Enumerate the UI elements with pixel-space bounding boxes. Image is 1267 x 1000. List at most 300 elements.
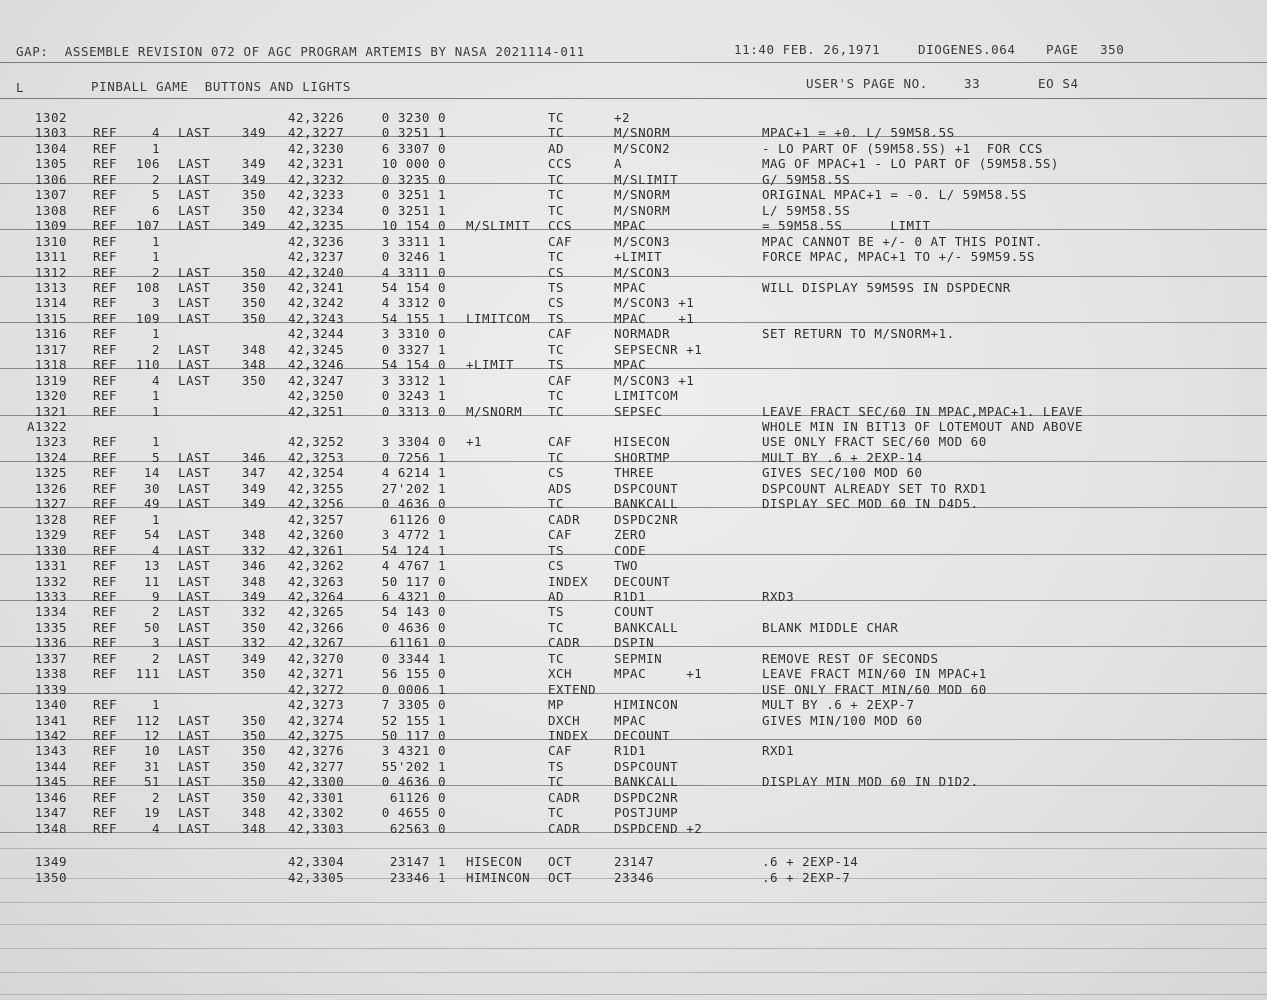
ref-keyword: REF: [93, 573, 118, 589]
listing-row: [0, 125, 1267, 140]
comment: L/ 59M58.5S: [762, 202, 851, 218]
address: 42,3244: [288, 326, 345, 342]
ref-count: 11: [143, 573, 160, 589]
line-number: 1338: [34, 666, 67, 682]
ref-keyword: REF: [93, 465, 118, 481]
listing-row: [0, 450, 1267, 465]
machine-word: 0 3235 0: [381, 171, 446, 187]
listing-row: [0, 604, 1267, 619]
ref-count: 3: [151, 295, 160, 311]
listing-row: [0, 311, 1267, 326]
operand: SHORTMP: [614, 449, 671, 465]
machine-word: 4 3312 0: [381, 295, 446, 311]
comment: WHOLE MIN IN BIT13 OF LOTEMOUT AND ABOVE: [762, 419, 1084, 434]
ref-count: 112: [135, 712, 160, 728]
ref-count: 51: [143, 774, 160, 790]
address: 42,3305: [288, 869, 345, 885]
ref-keyword: REF: [93, 758, 118, 774]
address: 42,3245: [288, 341, 345, 357]
operand: R1D1: [614, 588, 647, 604]
operand: BANKCALL: [614, 619, 679, 635]
last-keyword: LAST: [178, 650, 211, 666]
last-keyword: LAST: [178, 805, 211, 821]
ref-keyword: REF: [93, 156, 118, 172]
last-line: 350: [241, 295, 266, 311]
symbol-label: +1: [466, 434, 483, 450]
address: 42,3255: [288, 480, 345, 496]
last-line: 349: [241, 650, 266, 666]
line-number: 1336: [34, 635, 67, 651]
opcode: TS: [548, 542, 565, 558]
machine-word: 0 3344 1: [381, 650, 446, 666]
users-page-number: 33: [964, 76, 981, 91]
last-keyword: LAST: [178, 264, 211, 280]
machine-word: 54 154 0: [381, 357, 446, 373]
last-line: 348: [241, 573, 266, 589]
line-number: 1326: [34, 480, 67, 496]
ref-keyword: REF: [93, 820, 118, 836]
operand: THREE: [614, 465, 655, 481]
listing-row: [0, 743, 1267, 758]
address: 42,3234: [288, 202, 345, 218]
ref-keyword: REF: [93, 372, 118, 388]
ref-count: 2: [151, 604, 160, 620]
last-line: 349: [241, 588, 266, 604]
operand: 23346: [614, 869, 655, 885]
ref-count: 19: [143, 805, 160, 821]
operand: MPAC: [614, 357, 647, 373]
address: 42,3235: [288, 218, 345, 234]
comment: FORCE MPAC, MPAC+1 TO +/- 59M59.5S: [762, 249, 1035, 265]
last-keyword: LAST: [178, 527, 211, 543]
listing-row: [0, 543, 1267, 558]
opcode: TC: [548, 187, 565, 203]
listing-row: [0, 357, 1267, 372]
ref-count: 1: [151, 388, 160, 404]
last-keyword: LAST: [178, 156, 211, 172]
line-number: 1307: [34, 187, 67, 203]
address: 42,3256: [288, 496, 345, 512]
line-number: 1339: [34, 681, 67, 697]
operand: DECOUNT: [614, 728, 671, 743]
line-number: 1349: [34, 854, 67, 870]
ref-keyword: REF: [93, 449, 118, 465]
ref-keyword: REF: [93, 279, 118, 295]
comment: USE ONLY FRACT MIN/60 MOD 60: [762, 681, 987, 697]
ref-count: 109: [135, 310, 160, 326]
symbol-label: +LIMIT: [466, 357, 515, 373]
line-number: 1315: [34, 310, 67, 326]
last-line: 348: [241, 820, 266, 836]
ref-count: 54: [143, 527, 160, 543]
ref-keyword: REF: [93, 202, 118, 218]
last-keyword: LAST: [178, 372, 211, 388]
listing-row: [0, 172, 1267, 187]
line-number: 1311: [34, 249, 67, 265]
ref-keyword: REF: [93, 310, 118, 326]
address: 42,3250: [288, 388, 345, 404]
machine-word: 0 4636 0: [381, 496, 446, 512]
page-number: 350: [1100, 42, 1125, 57]
ref-keyword: REF: [93, 697, 118, 713]
last-line: 349: [241, 496, 266, 512]
last-keyword: LAST: [178, 171, 211, 187]
line-number: 1346: [34, 789, 67, 805]
address: 42,3266: [288, 619, 345, 635]
address: 42,3240: [288, 264, 345, 280]
last-keyword: LAST: [178, 635, 211, 651]
address: 42,3274: [288, 712, 345, 728]
comment: GIVES MIN/100 MOD 60: [762, 712, 923, 728]
listing-row: [0, 666, 1267, 681]
line-number: 1323: [34, 434, 67, 450]
line-number: 1344: [34, 758, 67, 774]
address: 42,3265: [288, 604, 345, 620]
ref-count: 4: [151, 125, 160, 141]
listing-row: [0, 373, 1267, 388]
ref-keyword: REF: [93, 233, 118, 249]
ref-keyword: REF: [93, 604, 118, 620]
address: 42,3277: [288, 758, 345, 774]
operand: ZERO: [614, 527, 647, 543]
line-number: 1305: [34, 156, 67, 172]
ruled-line: [0, 924, 1267, 925]
last-line: 332: [241, 604, 266, 620]
last-line: 349: [241, 480, 266, 496]
ref-keyword: REF: [93, 295, 118, 311]
address: 42,3237: [288, 249, 345, 265]
line-number: 1314: [34, 295, 67, 311]
operand: TWO: [614, 558, 639, 574]
ref-count: 2: [151, 341, 160, 357]
ref-keyword: REF: [93, 140, 118, 156]
last-line: 350: [241, 728, 266, 743]
machine-word: 0 0006 1: [381, 681, 446, 697]
last-line: 349: [241, 218, 266, 234]
last-keyword: LAST: [178, 542, 211, 558]
address: 42,3302: [288, 805, 345, 821]
operand: M/SLIMIT: [614, 171, 679, 187]
last-keyword: LAST: [178, 480, 211, 496]
last-keyword: LAST: [178, 341, 211, 357]
operand: CODE: [614, 542, 647, 558]
listing-row: [0, 295, 1267, 310]
line-number: 1324: [34, 449, 67, 465]
last-line: 350: [241, 712, 266, 728]
address: 42,3260: [288, 527, 345, 543]
ref-count: 49: [143, 496, 160, 512]
address: 42,3247: [288, 372, 345, 388]
listing-row: [0, 854, 1267, 869]
opcode: CAF: [548, 372, 573, 388]
last-keyword: LAST: [178, 187, 211, 203]
comment: - LO PART OF (59M58.5S) +1 FOR CCS: [762, 140, 1043, 156]
opcode: TC: [548, 249, 565, 265]
last-line: 348: [241, 527, 266, 543]
ref-count: 1: [151, 233, 160, 249]
comment: SET RETURN TO M/SNORM+1.: [762, 326, 955, 342]
last-keyword: LAST: [178, 202, 211, 218]
ref-keyword: REF: [93, 171, 118, 187]
operand: DSPDC2NR: [614, 789, 679, 805]
ref-keyword: REF: [93, 403, 118, 419]
machine-name: DIOGENES.064: [918, 42, 1016, 57]
line-number: 1308: [34, 202, 67, 218]
ref-keyword: REF: [93, 588, 118, 604]
opcode: CAF: [548, 434, 573, 450]
operand: MPAC +1: [614, 310, 695, 326]
ref-keyword: REF: [93, 805, 118, 821]
operand: MPAC: [614, 218, 647, 234]
opcode: TC: [548, 403, 565, 419]
machine-word: 0 4655 0: [381, 805, 446, 821]
comment: RXD3: [762, 588, 795, 604]
listing-row: [0, 326, 1267, 341]
operand: +2: [614, 110, 631, 125]
machine-word: 23346 1: [389, 869, 446, 885]
line-number: 1340: [34, 697, 67, 713]
operand: M/SNORM: [614, 202, 671, 218]
opcode: CAF: [548, 527, 573, 543]
ref-keyword: REF: [93, 264, 118, 280]
ref-keyword: REF: [93, 712, 118, 728]
line-number: 1320: [34, 388, 67, 404]
ref-count: 9: [151, 588, 160, 604]
address: 42,3304: [288, 854, 345, 870]
ref-keyword: REF: [93, 666, 118, 682]
comment: MULT BY .6 + 2EXP-14: [762, 449, 923, 465]
listing-row: [0, 774, 1267, 789]
address: 42,3251: [288, 403, 345, 419]
machine-word: 50 117 0: [381, 728, 446, 743]
operand: NORMADR: [614, 326, 671, 342]
ruled-line: [0, 994, 1267, 995]
ref-count: 106: [135, 156, 160, 172]
line-number: 1313: [34, 279, 67, 295]
listing-row: [0, 682, 1267, 697]
symbol-label: HISECON: [466, 854, 523, 870]
ref-count: 50: [143, 619, 160, 635]
address: 42,3252: [288, 434, 345, 450]
address: 42,3275: [288, 728, 345, 743]
operand: HISECON: [614, 434, 671, 450]
machine-word: 55'202 1: [381, 758, 446, 774]
comment: .6 + 2EXP-7: [762, 869, 851, 885]
last-keyword: LAST: [178, 712, 211, 728]
opcode: CS: [548, 558, 565, 574]
machine-word: 62563 0: [389, 820, 446, 836]
operand: M/SCON2: [614, 140, 671, 156]
listing-row: [0, 434, 1267, 449]
last-keyword: LAST: [178, 496, 211, 512]
address: 42,3267: [288, 635, 345, 651]
comment: LEAVE FRACT SEC/60 IN MPAC,MPAC+1. LEAVE: [762, 403, 1084, 419]
operand: HIMINCON: [614, 697, 679, 713]
machine-word: 0 3243 1: [381, 388, 446, 404]
last-line: 350: [241, 310, 266, 326]
machine-word: 3 3304 0: [381, 434, 446, 450]
listing-row: [0, 203, 1267, 218]
line-number: 1343: [34, 743, 67, 759]
opcode: ADS: [548, 480, 573, 496]
ref-keyword: REF: [93, 357, 118, 373]
comment: BLANK MIDDLE CHAR: [762, 619, 899, 635]
line-number: 1312: [34, 264, 67, 280]
last-line: 349: [241, 125, 266, 141]
opcode: OCT: [548, 854, 573, 870]
address: 42,3241: [288, 279, 345, 295]
ref-count: 1: [151, 697, 160, 713]
address: 42,3226: [288, 110, 345, 125]
line-number: 1337: [34, 650, 67, 666]
last-line: 346: [241, 558, 266, 574]
line-number: 1330: [34, 542, 67, 558]
opcode: TC: [548, 774, 565, 790]
ref-keyword: REF: [93, 187, 118, 203]
comment: .6 + 2EXP-14: [762, 854, 859, 870]
operand: MPAC: [614, 712, 647, 728]
comment: USE ONLY FRACT SEC/60 MOD 60: [762, 434, 987, 450]
machine-word: 3 3310 0: [381, 326, 446, 342]
comment: LEAVE FRACT MIN/60 IN MPAC+1: [762, 666, 987, 682]
machine-word: 3 3312 1: [381, 372, 446, 388]
ref-count: 110: [135, 357, 160, 373]
operand: M/SCON3 +1: [614, 372, 695, 388]
listing-row: [0, 589, 1267, 604]
listing-row: [0, 388, 1267, 403]
ref-keyword: REF: [93, 635, 118, 651]
line-number: 1302: [34, 110, 67, 125]
listing-row: [0, 790, 1267, 805]
listing-row: [0, 404, 1267, 419]
address: 42,3236: [288, 233, 345, 249]
opcode: CADR: [548, 635, 581, 651]
ref-count: 2: [151, 264, 160, 280]
ref-count: 3: [151, 635, 160, 651]
opcode: TC: [548, 125, 565, 141]
line-number: 1303: [34, 125, 67, 141]
opcode: TC: [548, 341, 565, 357]
assembly-title: GAP: ASSEMBLE REVISION 072 OF AGC PROGRAM ARTEMIS BY NASA 2021114-011: [16, 44, 585, 59]
machine-word: 54 154 0: [381, 279, 446, 295]
ref-count: 1: [151, 326, 160, 342]
machine-word: 3 3311 1: [381, 233, 446, 249]
last-keyword: LAST: [178, 573, 211, 589]
page-label: PAGE: [1046, 42, 1079, 57]
operand: +LIMIT: [614, 249, 663, 265]
last-keyword: LAST: [178, 357, 211, 373]
opcode: TS: [548, 357, 565, 373]
machine-word: 0 3251 1: [381, 187, 446, 203]
opcode: TS: [548, 604, 565, 620]
address: 42,3262: [288, 558, 345, 574]
operand: DSPDC2NR: [614, 511, 679, 527]
machine-word: 54 124 1: [381, 542, 446, 558]
machine-word: 0 7256 1: [381, 449, 446, 465]
listing-row: [0, 234, 1267, 249]
machine-word: 0 4636 0: [381, 774, 446, 790]
ref-count: 1: [151, 140, 160, 156]
listing-row: [0, 465, 1267, 480]
last-keyword: LAST: [178, 465, 211, 481]
line-number: 1342: [34, 728, 67, 743]
machine-word: 0 3246 1: [381, 249, 446, 265]
ref-count: 2: [151, 789, 160, 805]
line-number: 1319: [34, 372, 67, 388]
operand: 23147: [614, 854, 655, 870]
address: 42,3264: [288, 588, 345, 604]
address: 42,3253: [288, 449, 345, 465]
line-number: 1350: [34, 869, 67, 885]
machine-word: 0 4636 0: [381, 619, 446, 635]
comment: MAG OF MPAC+1 - LO PART OF (59M58.5S): [762, 156, 1059, 172]
listing-row: [0, 419, 1267, 434]
machine-word: 23147 1: [389, 854, 446, 870]
operand: DSPIN: [614, 635, 655, 651]
address: 42,3300: [288, 774, 345, 790]
address: 42,3257: [288, 511, 345, 527]
ref-keyword: REF: [93, 728, 118, 743]
last-line: 347: [241, 465, 266, 481]
address: 42,3227: [288, 125, 345, 141]
ref-count: 4: [151, 372, 160, 388]
symbol-label: HIMINCON: [466, 869, 531, 885]
machine-word: 6 3307 0: [381, 140, 446, 156]
last-keyword: LAST: [178, 743, 211, 759]
opcode: CADR: [548, 511, 581, 527]
machine-word: 52 155 1: [381, 712, 446, 728]
comment: G/ 59M58.5S: [762, 171, 851, 187]
address: 42,3270: [288, 650, 345, 666]
users-page-label: USER'S PAGE NO.: [806, 76, 928, 91]
last-keyword: LAST: [178, 125, 211, 141]
opcode: TC: [548, 496, 565, 512]
ref-count: 111: [135, 666, 160, 682]
listing-row: [0, 713, 1267, 728]
comment: DISPLAY MIN MOD 60 IN D1D2.: [762, 774, 979, 790]
opcode: CADR: [548, 789, 581, 805]
ref-count: 10: [143, 743, 160, 759]
line-number: 1317: [34, 341, 67, 357]
opcode: INDEX: [548, 573, 589, 589]
ref-keyword: REF: [93, 480, 118, 496]
address: 42,3273: [288, 697, 345, 713]
machine-word: 56 155 0: [381, 666, 446, 682]
machine-word: 4 4767 1: [381, 558, 446, 574]
ref-keyword: REF: [93, 341, 118, 357]
ref-count: 5: [151, 449, 160, 465]
ref-keyword: REF: [93, 743, 118, 759]
comment: RXD1: [762, 743, 795, 759]
address: 42,3272: [288, 681, 345, 697]
listing-row: [0, 527, 1267, 542]
operand: M/SCON3 +1: [614, 295, 695, 311]
operand: M/SNORM: [614, 125, 671, 141]
ref-count: 5: [151, 187, 160, 203]
operand: BANKCALL: [614, 496, 679, 512]
machine-word: 3 4772 1: [381, 527, 446, 543]
listing-row: [0, 481, 1267, 496]
opcode: INDEX: [548, 728, 589, 743]
ref-count: 30: [143, 480, 160, 496]
listing-row: [0, 512, 1267, 527]
opcode: TS: [548, 310, 565, 326]
last-line: 350: [241, 187, 266, 203]
last-keyword: LAST: [178, 789, 211, 805]
opcode: CCS: [548, 218, 573, 234]
listing-row: [0, 620, 1267, 635]
operand: A: [614, 156, 623, 172]
